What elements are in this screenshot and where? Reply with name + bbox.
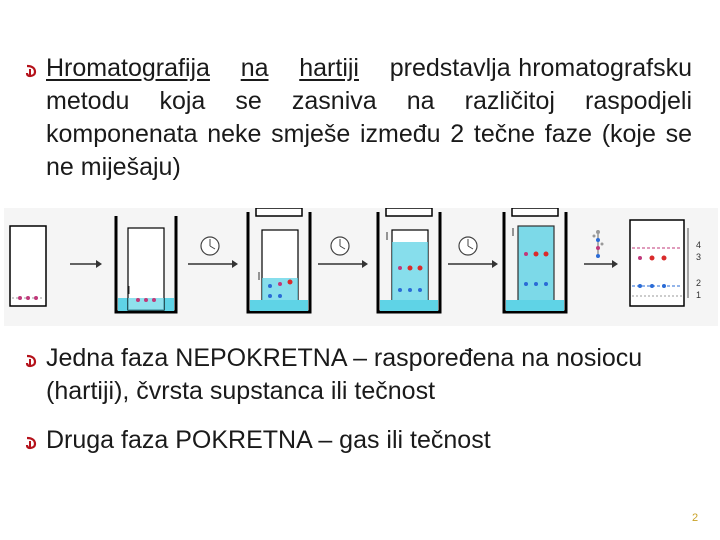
bullet-icon [24, 64, 38, 78]
page-number: 2 [692, 512, 699, 524]
paper-strip-start [10, 226, 46, 306]
arrow-icon [318, 260, 368, 268]
bullet-icon [24, 354, 38, 368]
bullet-stationary-phase: Jedna faza NEPOKRETNA – raspoređena na nosiocu (hartiji), čvrsta supstanca ili tečnost [46, 344, 643, 405]
arrow-icon [188, 260, 238, 268]
scale-label: 1 [696, 290, 702, 300]
scale-label: 3 [696, 252, 702, 262]
arrow-icon [448, 260, 498, 268]
developed-strip [630, 220, 701, 306]
scale-label: 4 [696, 240, 702, 250]
term-hartiji: hartiji [299, 54, 359, 82]
scale-label: 2 [696, 278, 702, 288]
chromatography-diagram [4, 208, 718, 326]
term-hromatografija: Hromatografija [46, 54, 210, 82]
arrow-icon [70, 260, 102, 268]
drying-strip [593, 230, 604, 258]
beaker-step-5 [504, 208, 566, 312]
beaker-step-4 [378, 208, 440, 312]
clock-icon [459, 237, 477, 255]
definition-text: predstavlja hromatografsku metodu koja se zasniva na različitoj raspodjeli komponenata neke smješe između 2 tečne faze (koje se ne miješaju) [46, 54, 692, 181]
arrow-icon [584, 260, 618, 268]
chromatography-illustration [4, 208, 718, 326]
beaker-step-3 [248, 208, 310, 312]
clock-icon [331, 237, 349, 255]
bullet-icon [24, 436, 38, 450]
beaker-step-2 [116, 216, 176, 312]
clock-icon [201, 237, 219, 255]
term-na: na [240, 54, 269, 82]
bullet-mobile-phase: Druga faza POKRETNA – gas ili tečnost [46, 426, 491, 454]
bullet-definition [46, 52, 692, 184]
